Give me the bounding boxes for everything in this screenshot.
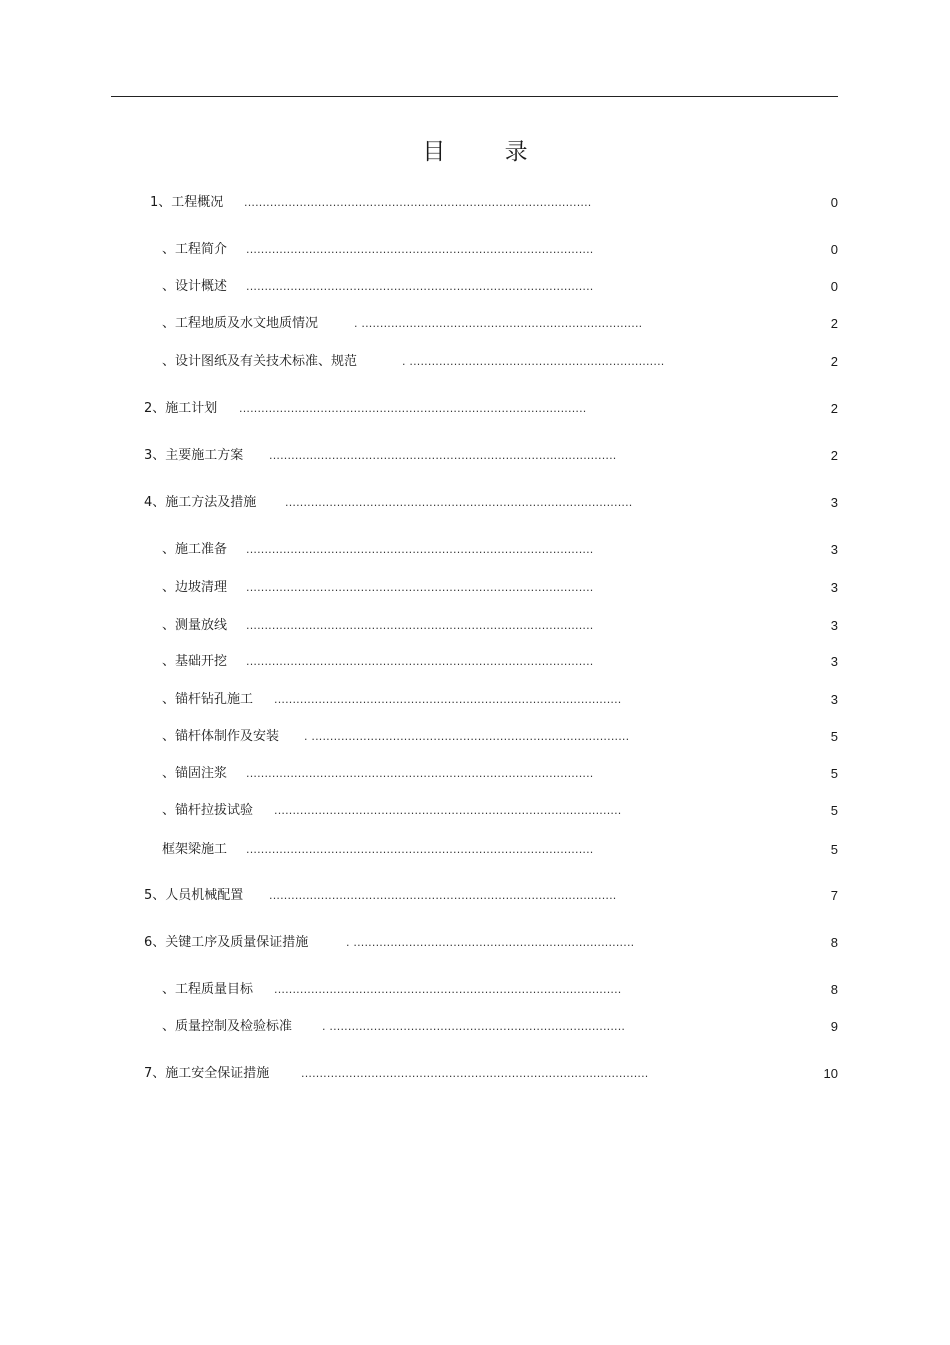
toc-entry-label: 、基础开挖 xyxy=(162,654,228,669)
toc-entry[interactable] xyxy=(144,933,838,953)
toc-leader-dots: .............................................................................................. xyxy=(244,196,592,209)
toc-entry-page: 2 xyxy=(830,401,838,416)
toc-entry-label: 、测量放线 xyxy=(162,618,228,633)
toc-entry-page: 0 xyxy=(830,279,838,294)
toc-entry-label: 、边坡清理 xyxy=(162,580,228,595)
toc-leader-dots: .............................................................................................. xyxy=(269,449,617,462)
toc-entry-page: 0 xyxy=(830,195,838,210)
toc-entry-page: 10 xyxy=(823,1066,838,1081)
toc-entry-label: 6、关键工序及质量保证措施 xyxy=(144,935,309,950)
toc-leader-dots: .............................................................................................. xyxy=(269,889,617,902)
toc-entry-page: 2 xyxy=(830,448,838,463)
toc-entry-page: 2 xyxy=(830,316,838,331)
toc-entry-page: 0 xyxy=(830,242,838,257)
toc-leader-dots: .............................................................................................. xyxy=(301,1067,649,1080)
toc-entry[interactable] xyxy=(162,240,838,260)
toc-entry-label: 、锚固注浆 xyxy=(162,766,228,781)
toc-leader-dots: .............................................................................................. xyxy=(274,693,622,706)
toc-entry[interactable] xyxy=(162,540,838,560)
toc-entry[interactable] xyxy=(162,652,838,672)
toc-entry-page: 5 xyxy=(830,842,838,857)
toc-leader-dots: .............................................................................................. xyxy=(246,280,594,293)
page-title: 目 录 xyxy=(422,139,554,165)
toc-leader-dots: .............................................................................................. xyxy=(246,843,594,856)
toc-entry-page: 3 xyxy=(830,654,838,669)
toc-entry[interactable] xyxy=(162,314,838,334)
toc-leader-dots: . ............................................................................ xyxy=(346,936,635,949)
toc-entry-page: 3 xyxy=(830,495,838,510)
toc-entry[interactable] xyxy=(144,446,838,466)
toc-leader-dots: .............................................................................................. xyxy=(246,655,594,668)
toc-entry-page: 3 xyxy=(830,542,838,557)
toc-entry-label: 、设计概述 xyxy=(162,279,228,294)
toc-entry-label: 、施工准备 xyxy=(162,542,228,557)
toc-entry[interactable] xyxy=(162,980,838,1000)
toc-entry-label: 、设计图纸及有关技术标准、规范 xyxy=(162,354,358,369)
toc-leader-dots: .............................................................................................. xyxy=(274,804,622,817)
toc-entry-page: 8 xyxy=(830,982,838,997)
toc-entry[interactable] xyxy=(162,616,838,636)
toc-leader-dots: . ............................................................................ xyxy=(354,317,643,330)
toc-entry[interactable] xyxy=(150,193,838,213)
toc-leader-dots: .............................................................................................. xyxy=(246,243,594,256)
toc-entry-page: 5 xyxy=(830,803,838,818)
toc-entry-label: 、工程简介 xyxy=(162,242,228,257)
toc-leader-dots: .............................................................................................. xyxy=(274,983,622,996)
toc-entry[interactable] xyxy=(162,840,838,860)
toc-entry[interactable] xyxy=(144,399,838,419)
toc-entry-page: 8 xyxy=(830,935,838,950)
toc-entry-label: 、工程质量目标 xyxy=(162,982,254,997)
toc-leader-dots: .............................................................................................. xyxy=(246,581,594,594)
toc-leader-dots: .............................................................................................. xyxy=(246,619,594,632)
toc-entry[interactable] xyxy=(144,1064,838,1084)
toc-entry-page: 9 xyxy=(830,1019,838,1034)
toc-leader-dots: .............................................................................................. xyxy=(239,402,587,415)
toc-entry-label: 、工程地质及水文地质情况 xyxy=(162,316,319,331)
toc-entry-label: 5、人员机械配置 xyxy=(144,888,244,903)
toc-entry[interactable] xyxy=(162,801,838,821)
toc-entry[interactable] xyxy=(162,764,838,784)
toc-leader-dots: .............................................................................................. xyxy=(285,496,633,509)
toc-entry-label: 4、施工方法及措施 xyxy=(144,495,257,510)
toc-entry[interactable] xyxy=(162,578,838,598)
toc-entry-page: 3 xyxy=(830,618,838,633)
toc-entry[interactable] xyxy=(162,277,838,297)
toc-entry-label: 框架梁施工 xyxy=(162,842,228,857)
toc-entry[interactable] xyxy=(144,493,838,513)
toc-leader-dots: .............................................................................................. xyxy=(246,543,594,556)
toc-entry-label: 、锚杆体制作及安装 xyxy=(162,729,280,744)
toc-entry-page: 3 xyxy=(830,692,838,707)
toc-entry[interactable] xyxy=(162,352,838,372)
toc-entry-label: 、质量控制及检验标准 xyxy=(162,1019,293,1034)
toc-entry-label: 、锚杆钻孔施工 xyxy=(162,692,254,707)
toc-entry-label: 2、施工计划 xyxy=(144,401,218,416)
toc-entry-label: 、锚杆拉拔试验 xyxy=(162,803,254,818)
toc-leader-dots: . ................................................................................ xyxy=(322,1020,626,1033)
toc-leader-dots: . ...................................................................................... xyxy=(304,730,630,743)
toc-entry-page: 5 xyxy=(830,766,838,781)
toc-entry-label: 3、主要施工方案 xyxy=(144,448,244,463)
toc-entry-label: 7、施工安全保证措施 xyxy=(144,1066,270,1081)
toc-entry-page: 2 xyxy=(830,354,838,369)
toc-entry-label: 1、工程概况 xyxy=(150,195,224,210)
toc-leader-dots: .............................................................................................. xyxy=(246,767,594,780)
toc-entry[interactable] xyxy=(162,690,838,710)
toc-leader-dots: . ..................................................................... xyxy=(402,355,665,368)
toc-entry-page: 5 xyxy=(830,729,838,744)
toc-entry[interactable] xyxy=(162,1017,838,1037)
toc-entry-page: 3 xyxy=(830,580,838,595)
toc-entry-page: 7 xyxy=(830,888,838,903)
toc-entry[interactable] xyxy=(144,886,838,906)
toc-entry[interactable] xyxy=(162,727,838,747)
